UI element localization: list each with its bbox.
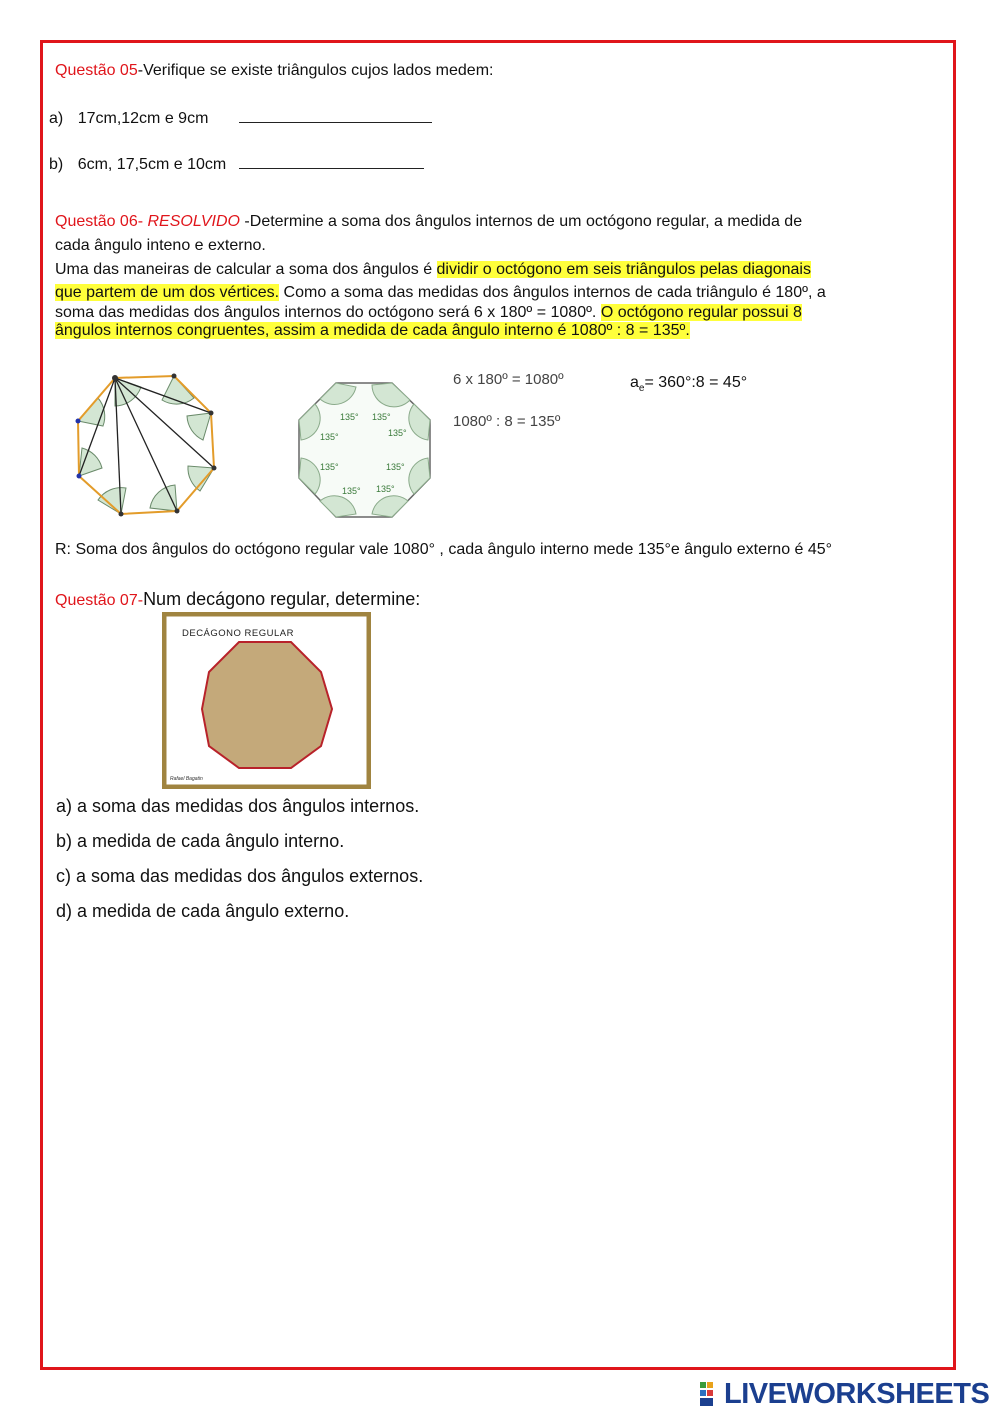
angle-label-6: 135° [386, 462, 405, 472]
decagon-figure [162, 612, 371, 789]
q05-heading [55, 62, 493, 80]
q06-label: Questão 06- [55, 213, 148, 230]
q06-expl-1b: dividir o octógono em seis triângulos pelas diagonais [436, 261, 811, 278]
q05-label: Questão 05 [55, 62, 138, 79]
ext-prefix: a [630, 374, 639, 391]
q06-expl-2b: Como a soma das medidas dos ângulos internos de cada triângulo é 180º, a [279, 284, 826, 301]
q07-text: Num decágono regular, determine: [143, 589, 421, 609]
q07-item-a: a) a soma das medidas dos ângulos internos. [56, 796, 420, 816]
liveworksheets-logo[interactable] [700, 1378, 989, 1410]
q07-label: Questão 07- [55, 592, 144, 609]
q06-expl-4: ângulos internos congruentes, assim a medida de cada ângulo interno é 1080º : 8 = 135º. [55, 322, 690, 339]
q07-item-d: d) a medida de cada ângulo externo. [56, 901, 350, 921]
decagon-credit: Rafael Bagatin [170, 776, 203, 782]
q07-heading [55, 589, 420, 610]
calc-2: 1080º : 8 = 135º [453, 413, 561, 430]
brand-name: LIVEWORKSHEETS [724, 1377, 990, 1410]
angle-label-5: 135° [320, 462, 339, 472]
q06-text-1: -Determine a soma dos ângulos internos de um octógono regular, a medida de [239, 213, 803, 230]
q05-item-a [49, 108, 432, 128]
q05-item-b-text: 6cm, 17,5cm e 10cm [77, 156, 227, 173]
q06-expl-3b: O octógono regular possui 8 [600, 304, 802, 321]
angle-label-3: 135° [388, 428, 407, 438]
angle-label-1: 135° [340, 412, 359, 422]
q06-heading [55, 211, 950, 257]
angle-label-8: 135° [376, 484, 395, 494]
q06-expl-2a: que partem de um dos vértices. [55, 284, 280, 301]
angle-label-7: 135° [342, 486, 361, 496]
q06-expl-3a: soma das medidas dos ângulos internos do octógono será 6 x 180º = 1080º. [55, 304, 601, 321]
q05-item-a-answer-line[interactable] [239, 108, 432, 123]
q05-item-b-answer-line[interactable] [239, 154, 424, 169]
calc-1: 6 x 180º = 1080º [453, 371, 564, 388]
liveworksheets-icon [700, 1381, 722, 1407]
q05-item-a-text: 17cm,12cm e 9cm [77, 110, 209, 127]
q06-solved-tag: RESOLVIDO [147, 213, 240, 230]
q05-item-b-letter: b) [49, 156, 64, 173]
octagon-diagonals-figure [70, 368, 225, 520]
q06-explanation [55, 259, 950, 342]
angle-label-2: 135° [372, 412, 391, 422]
exterior-angle-formula [630, 374, 747, 394]
q07-item-b: b) a medida de cada ângulo interno. [56, 831, 345, 851]
decagon-title: DECÁGONO REGULAR [182, 628, 294, 639]
ext-sub: e [638, 383, 645, 395]
q06-expl-1a: Uma das maneiras de calcular a soma dos ângulos é [55, 261, 437, 278]
q05-item-b [49, 154, 424, 174]
q05-item-a-letter: a) [49, 110, 64, 127]
q06-answer: R: Soma dos ângulos do octógono regular vale 1080° , cada ângulo interno mede 135°e ângulo externo é 45° [55, 541, 833, 558]
q06-text-2: cada ângulo inteno e externo. [55, 237, 266, 254]
octagon-angles-figure [296, 380, 434, 520]
angle-label-4: 135° [320, 432, 339, 442]
ext-rest: = 360°:8 = 45° [644, 374, 748, 391]
q07-item-c: c) a soma das medidas dos ângulos externos. [56, 866, 424, 886]
q05-text: -Verifique se existe triângulos cujos lados medem: [137, 62, 494, 79]
